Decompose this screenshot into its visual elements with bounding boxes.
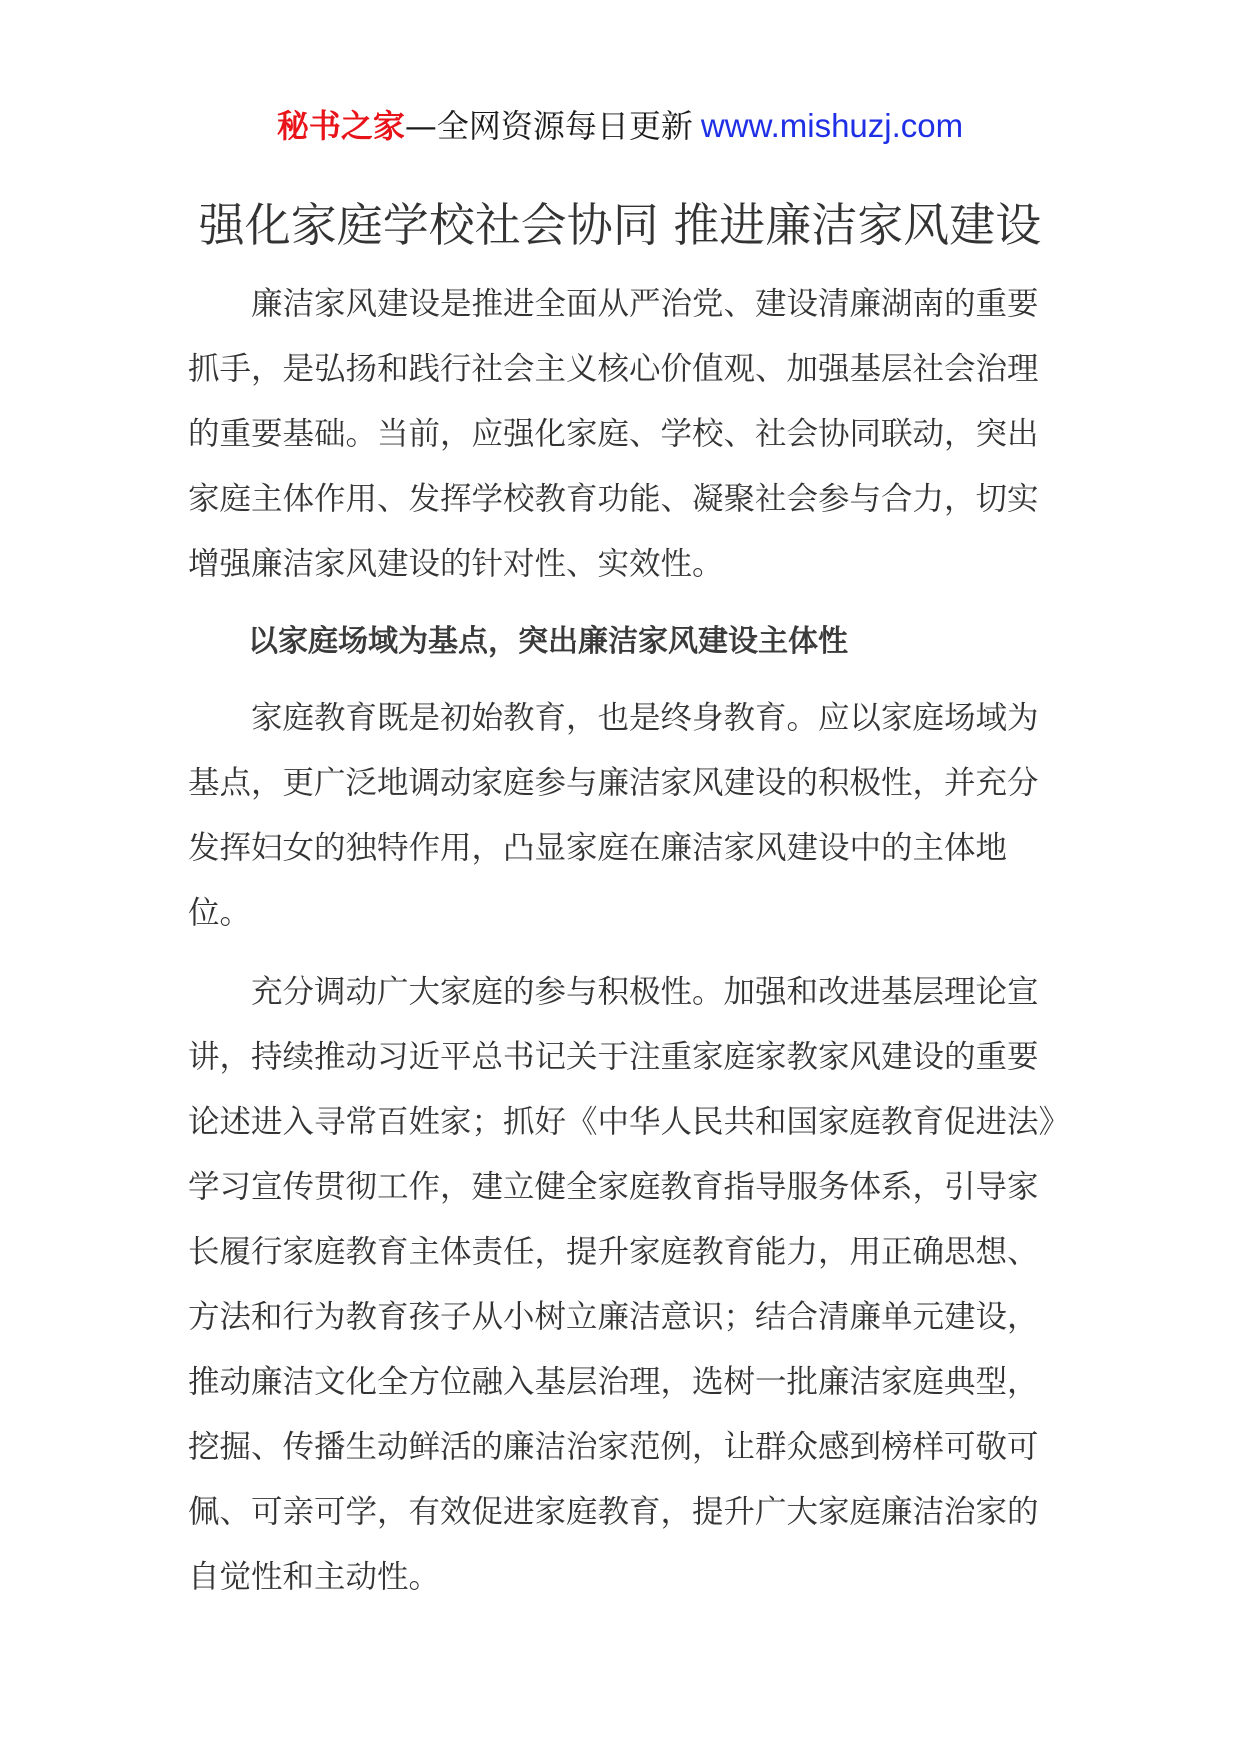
- body-paragraph: 家庭教育既是初始教育，也是终身教育。应以家庭场域为基点，更广泛地调动家庭参与廉洁家风建设的积极性，并充分发挥妇女的独特作用，凸显家庭在廉洁家风建设中的主体地位。: [188, 700, 1039, 931]
- document-title: 强化家庭学校社会协同 推进廉洁家风建设: [198, 198, 1042, 252]
- site-url-link[interactable]: www.mishuzj.com: [700, 107, 964, 144]
- intro-paragraph: 廉洁家风建设是推进全面从严治党、建设清廉湖南的重要抓手，是弘扬和践行社会主义核心价值观、加强基层社会治理的重要基础。当前，应强化家庭、学校、社会协同联动，突出家庭主体作用、发挥学校教育功能、凝聚社会参与合力，切实增强廉洁家风建设的针对性、实效性。: [188, 286, 1039, 582]
- section-heading: 以家庭场域为基点，突出廉洁家风建设主体性: [248, 624, 848, 659]
- site-tagline: —全网资源每日更新: [404, 107, 693, 145]
- body-paragraph-detail: 充分调动广大家庭的参与积极性。加强和改进基层理论宣讲，持续推动习近平总书记关于注重家庭家教家风建设的重要论述进入寻常百姓家；抓好《中华人民共和国家庭教育促进法》学习宣传贯彻工作，建立健全家庭教育指导服务体系，引导家长履行家庭教育主体责任，提升家庭教育能力，用正确思想、方法和行为教育孩子从小树立廉洁意识；结合清廉单元建设，推动廉洁文化全方位融入基层治理，选树一批廉洁家庭典型，挖掘、传播生动鲜活的廉洁治家范例，让群众感到榜样可敬可佩、可亲可学，有效促进家庭教育，提升广大家庭廉洁治家的自觉性和主动性。: [188, 974, 1055, 1595]
- brand-name: 秘书之家: [276, 107, 405, 145]
- site-header: [0, 104, 1240, 148]
- document-body: [188, 272, 1056, 1610]
